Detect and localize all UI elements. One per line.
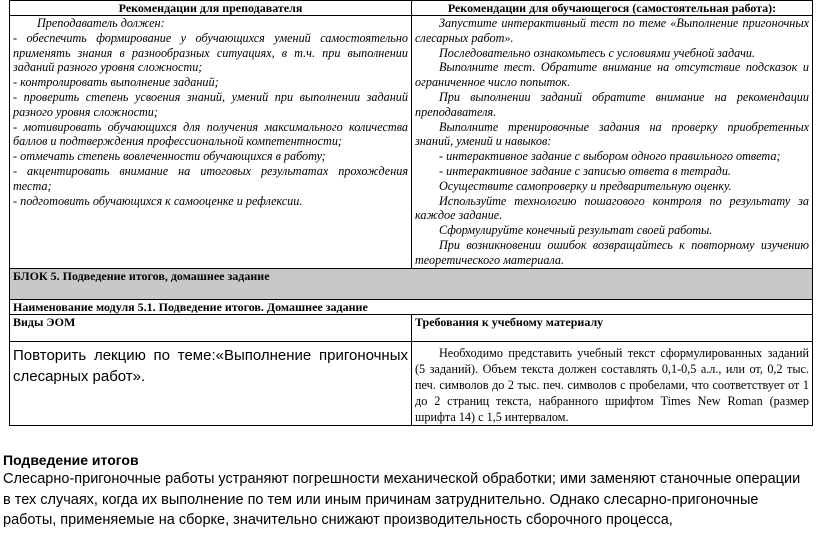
teacher-item: - контролировать выполнение заданий; [13, 75, 219, 90]
block-row [10, 268, 813, 299]
summary-text: Слесарно-пригоночные работы устраняют погрешности механической обработки; ими заменяют станочные операции в тех случаях, когда их выполнение по тем или иным причинам затруднительно. Однако слесарно-пригоночные работы, применяемые на сборке, значительно снижают производительность сборочного процесса, [3, 471, 801, 528]
teacher-item: Преподаватель должен: [37, 16, 165, 30]
header-row [10, 1, 813, 16]
header-teacher: Рекомендации для преподавателя [10, 1, 412, 16]
teacher-item: - подготовить обучающихся к самооценке и рефлексии. [13, 193, 303, 208]
task-row [10, 341, 813, 425]
col-requirements: Требования к учебному материалу [412, 314, 813, 341]
teacher-item: - акцентировать внимание на итоговых результатах прохождения теста; [13, 163, 408, 193]
summary-heading: Подведение итогов [3, 452, 139, 468]
student-item: Используйте технологию пошагового контроля по результату за каждое задание. [415, 193, 809, 223]
teacher-item: - мотивировать обучающихся для получения максимального количества баллов и подтверждения профессиональной компетентности; [13, 119, 408, 149]
module-row [10, 299, 813, 314]
methodology-table [9, 0, 813, 426]
summary-section [3, 451, 809, 531]
student-item: - интерактивное задание с записью ответа в тетради. [439, 163, 731, 178]
homework-task: Повторить лекцию по теме:«Выполнение пригоночных слесарных работ». [10, 341, 412, 425]
student-item: При возникновении ошибок возвращайтесь к повторному изучению теоретического материала. [415, 237, 809, 267]
header-student: Рекомендации для обучающегося (самостоятельная работа): [412, 1, 813, 16]
teacher-item: - отмечать степень вовлеченности обучающихся в работу; [13, 149, 326, 164]
teacher-item: - проверить степень усвоения знаний, умений при выполнении заданий разного уровня сложности; [13, 89, 408, 119]
block-title: БЛОК 5. Подведение итогов, домашнее задание [10, 268, 813, 299]
columns-row [10, 314, 813, 341]
requirements-cell [412, 341, 813, 425]
student-item: Осуществите самопроверку и предварительную оценку. [439, 178, 732, 193]
teacher-item: - обеспечить формирование у обучающихся умений самостоятельно применять знания в разнообразных ситуациях, в т.ч. при выполнении заданий разного уровня сложности; [13, 30, 408, 75]
student-item: Сформулируйте конечный результат своей работы. [439, 223, 713, 238]
student-item: Запустите интерактивный тест по теме «Выполнение пригоночных слесарных работ». [415, 16, 809, 45]
module-title: Наименование модуля 5.1. Подведение итогов. Домашнее задание [10, 299, 813, 314]
col-eom-types: Виды ЭОМ [10, 314, 412, 341]
student-item: Выполните тренировочные задания на проверку приобретенных знаний, умений и навыков: [415, 119, 809, 149]
student-item: Выполните тест. Обратите внимание на отсутствие подсказок и ограниченное число попыток. [415, 60, 809, 90]
student-recommendations [412, 16, 813, 269]
student-item: Последовательно ознакомьтесь с условиями учебной задачи. [439, 45, 756, 60]
student-item: - интерактивное задание с выбором одного правильного ответа; [439, 149, 781, 164]
recommendations-row [10, 16, 813, 269]
student-item: При выполнении заданий обратите внимание на рекомендации преподавателя. [415, 89, 809, 119]
requirements-text: Необходимо представить учебный текст сформулированных заданий (5 заданий). Объем текста должен составлять 0,1-0,5 а.л., или от, 0,2 тыс. печ. символов до 2 тыс. печ. символов с пробелами, что соответствует от 1 до 2 страниц текста, набранного шрифтом Times New Roman (размер шрифта 14) с 1,5 интервалом. [415, 345, 809, 424]
teacher-recommendations [10, 16, 412, 269]
